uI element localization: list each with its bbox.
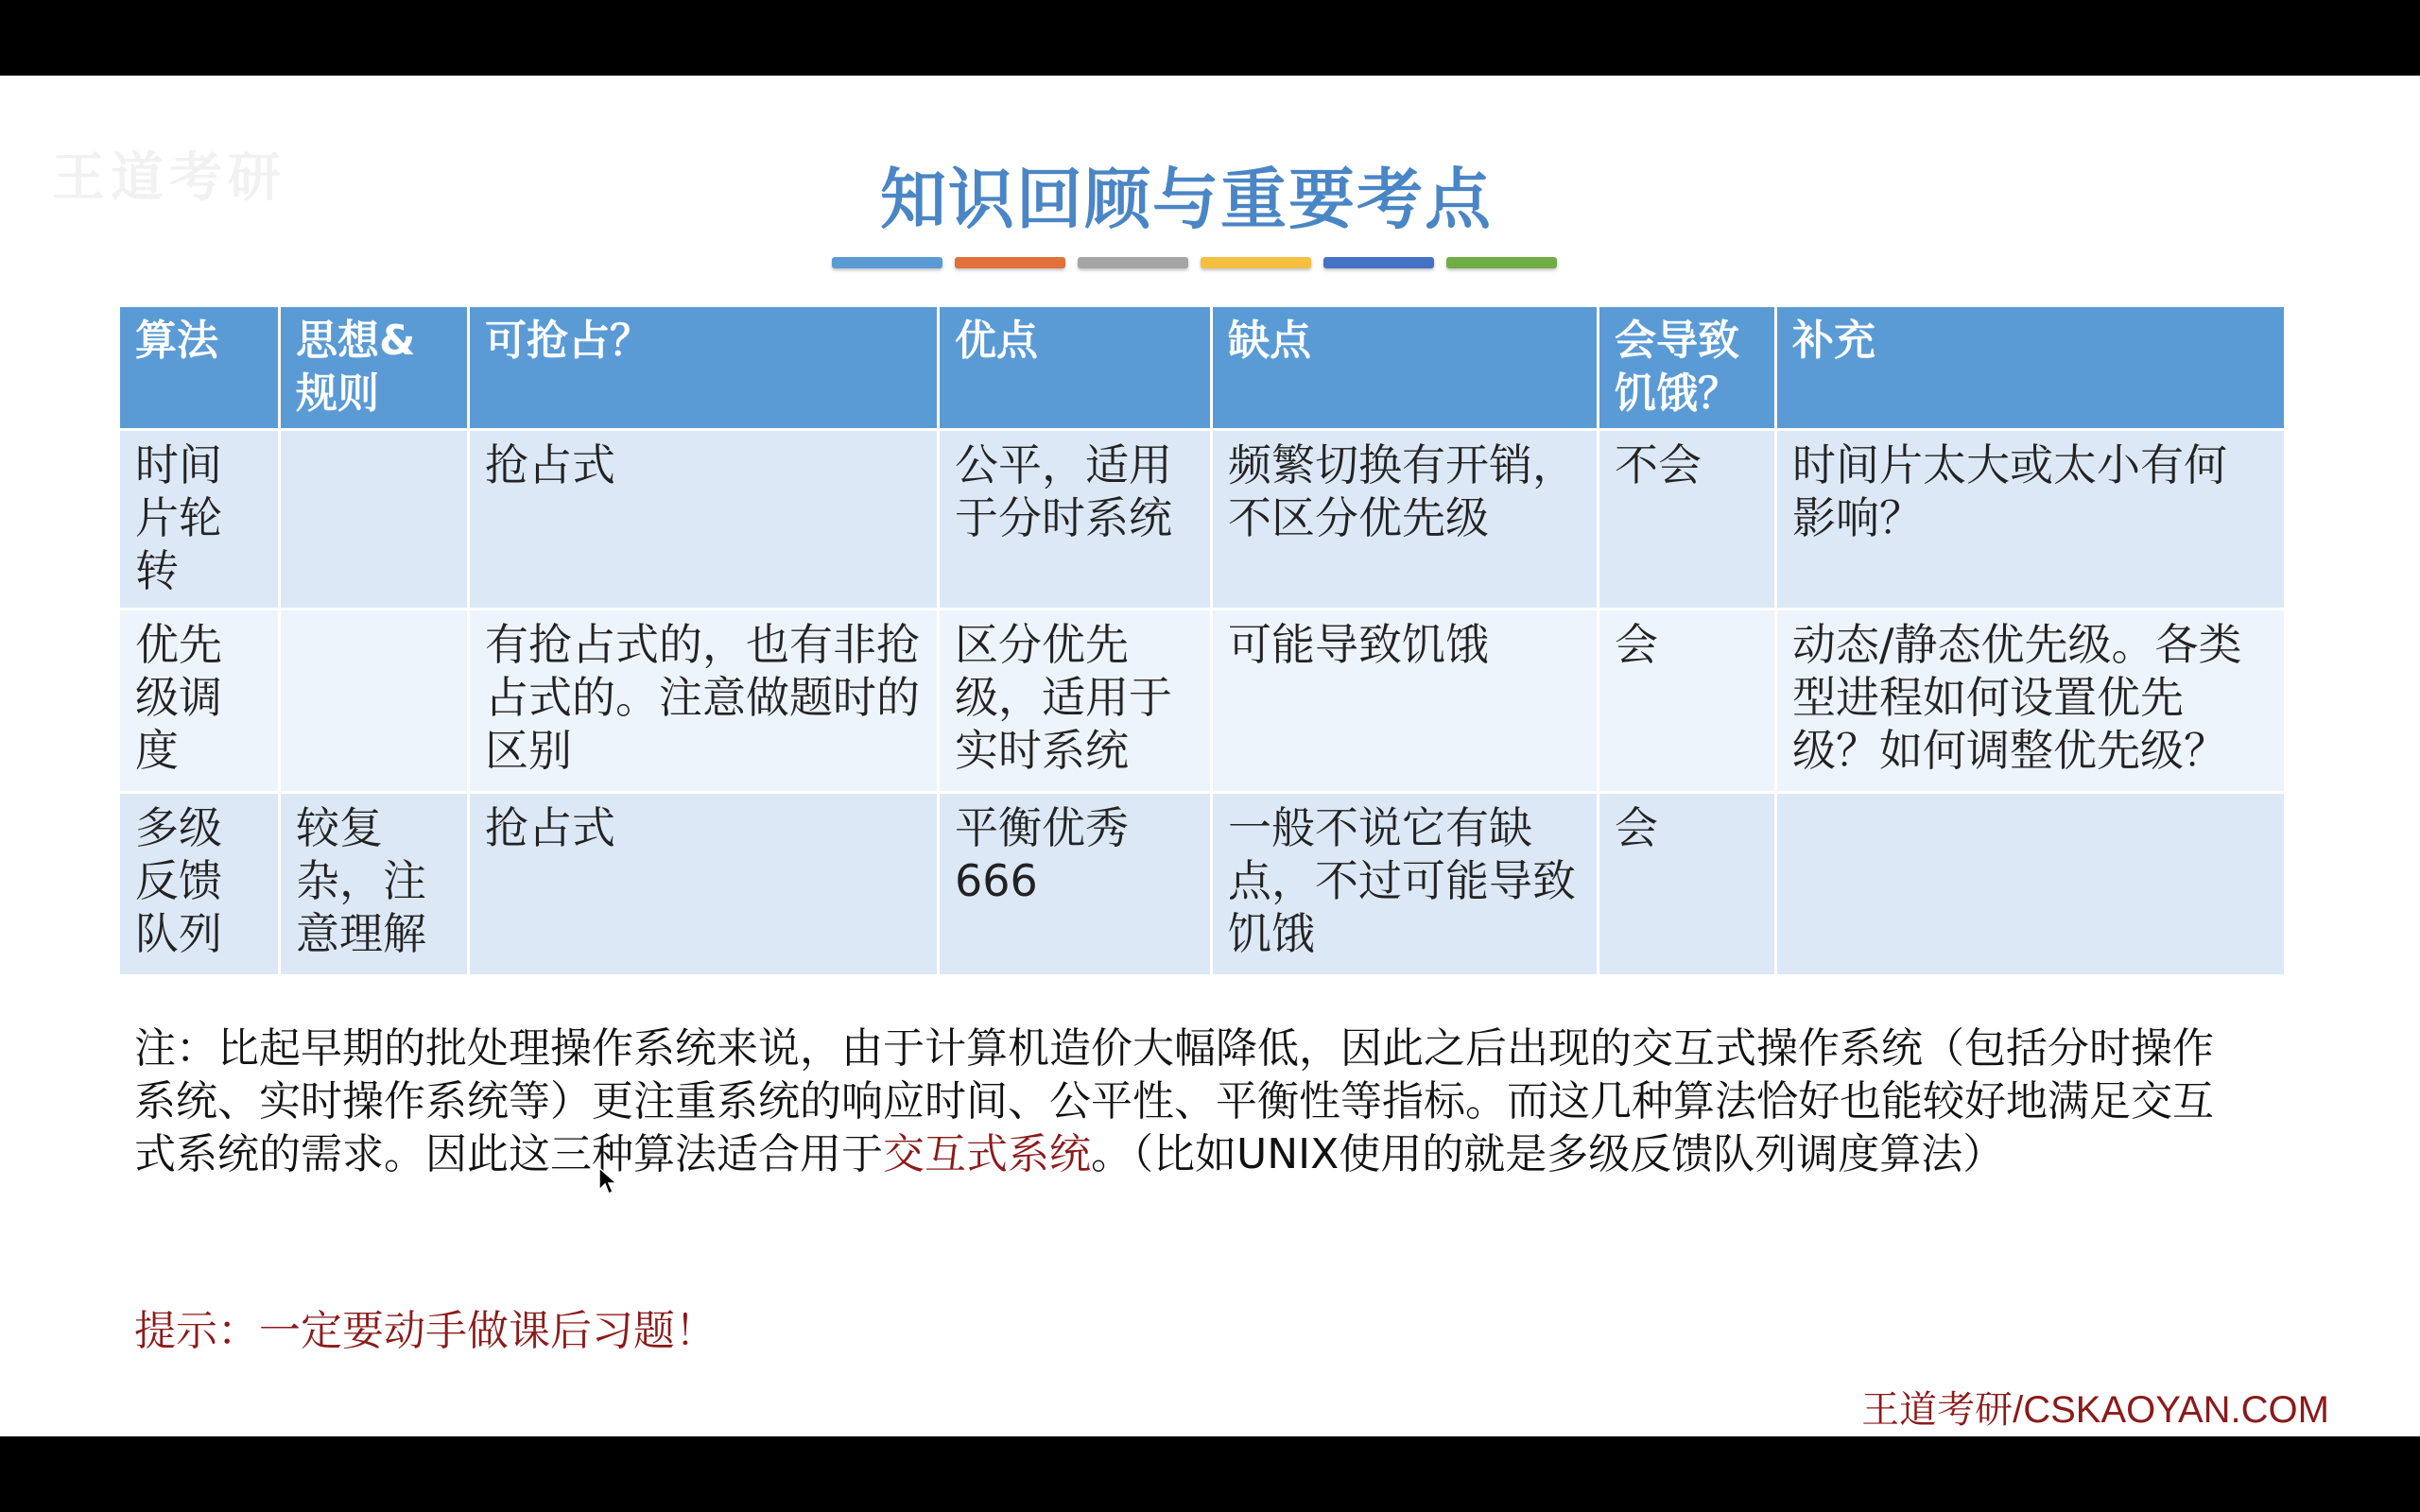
cell-preemptive: 抢占式 bbox=[469, 430, 939, 610]
scheduling-algorithm-table bbox=[117, 304, 2287, 977]
cell-pros: 区分优先级，适用于实时系统 bbox=[939, 610, 1212, 793]
cell-cons: 可能导致饥饿 bbox=[1212, 610, 1599, 793]
cell-extra: 时间片太大或太小有何影响？ bbox=[1776, 430, 2286, 610]
color-bar bbox=[955, 257, 1065, 268]
table-row bbox=[119, 610, 2286, 793]
cell-algorithm: 优先级调度 bbox=[119, 610, 280, 793]
header-starvation: 会导致饥饿？ bbox=[1599, 306, 1776, 430]
color-bar bbox=[1201, 257, 1311, 268]
cell-idea: 较复杂，注意理解 bbox=[280, 793, 469, 976]
footer-brand: 王道考研/CSKAOYAN.COM bbox=[1861, 1389, 2329, 1431]
note-paragraph bbox=[134, 1022, 2252, 1181]
cell-pros: 平衡优秀666 bbox=[939, 793, 1212, 976]
watermark-logo: 王道考研 bbox=[52, 147, 286, 209]
header-preemptive: 可抢占？ bbox=[469, 306, 939, 430]
header-algorithm: 算法 bbox=[119, 306, 280, 430]
cell-starvation: 不会 bbox=[1599, 430, 1776, 610]
cell-preemptive: 抢占式 bbox=[469, 793, 939, 976]
tip-text: 提示：一定要动手做课后习题！ bbox=[134, 1307, 717, 1355]
cell-algorithm: 时间片轮转 bbox=[119, 430, 280, 610]
header-extra: 补充 bbox=[1776, 306, 2286, 430]
cell-cons: 频繁切换有开销，不区分优先级 bbox=[1212, 430, 1599, 610]
slide bbox=[0, 76, 2420, 1436]
mouse-cursor-icon bbox=[598, 1167, 617, 1195]
color-bar bbox=[832, 257, 942, 268]
table-row bbox=[119, 430, 2286, 610]
header-idea-rules: 思想&规则 bbox=[280, 306, 469, 430]
note-text-end: 。（比如UNIX使用的就是多级反馈队列调度算法） bbox=[1091, 1130, 2005, 1178]
cell-idea bbox=[280, 610, 469, 793]
cell-preemptive: 有抢占式的，也有非抢占式的。注意做题时的区别 bbox=[469, 610, 939, 793]
color-bar bbox=[1323, 257, 1434, 268]
cell-extra bbox=[1776, 793, 2286, 976]
header-cons: 缺点 bbox=[1212, 306, 1599, 430]
color-bar bbox=[1078, 257, 1188, 268]
color-bar bbox=[1446, 257, 1557, 268]
cell-starvation: 会 bbox=[1599, 610, 1776, 793]
cell-cons: 一般不说它有缺点，不过可能导致饥饿 bbox=[1212, 793, 1599, 976]
table-header-row bbox=[119, 306, 2286, 430]
cell-pros: 公平，适用于分时系统 bbox=[939, 430, 1212, 610]
note-highlight: 交互式系统 bbox=[883, 1130, 1091, 1178]
table-row bbox=[119, 793, 2286, 976]
slide-title: 知识回顾与重要考点 bbox=[880, 161, 1493, 238]
note-text: 注：比起早期的批处理操作系统来说，由于计算机造价大幅降低，因此之后出现的交互式操作系统（包括分时操作系统、实时操作系统等）更注重系统的响应时间、公平性、平衡性等指标。而这几种算法恰好也能较好地满足交互式系统的需求。因此这三种算法适合用于 bbox=[134, 1024, 2214, 1178]
header-pros: 优点 bbox=[939, 306, 1212, 430]
cell-starvation: 会 bbox=[1599, 793, 1776, 976]
cell-algorithm: 多级反馈队列 bbox=[119, 793, 280, 976]
cell-extra: 动态/静态优先级。各类型进程如何设置优先级？如何调整优先级？ bbox=[1776, 610, 2286, 793]
cell-idea bbox=[280, 430, 469, 610]
decorative-color-bars bbox=[832, 257, 1557, 268]
